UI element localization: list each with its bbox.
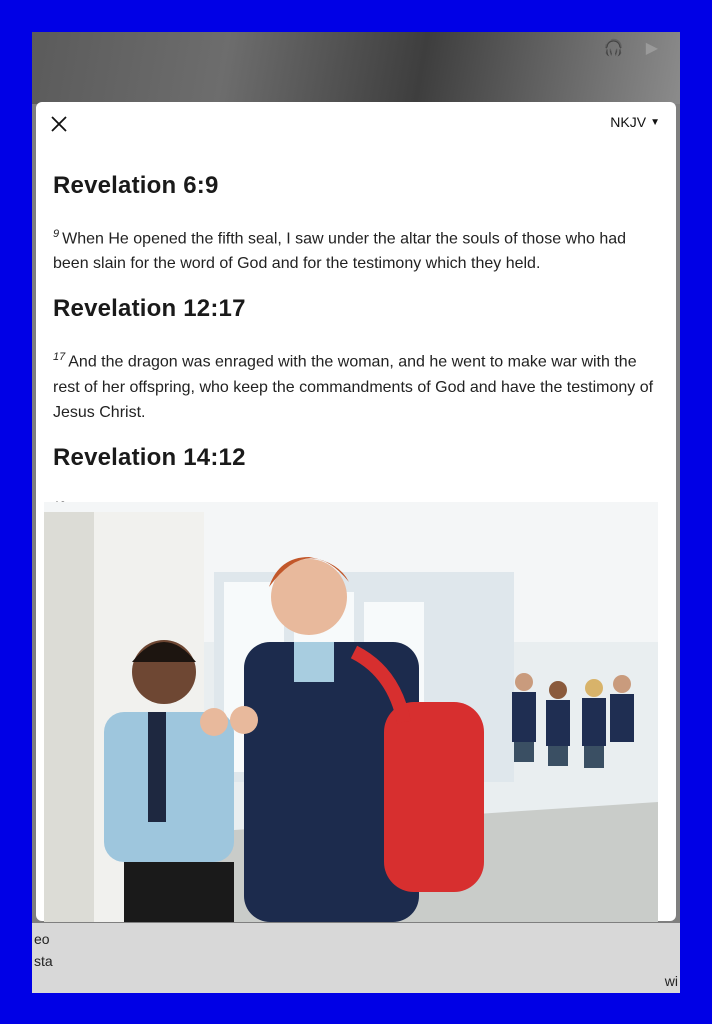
app-screen [32,32,680,993]
caret-down-icon: ▼ [650,116,660,128]
close-button[interactable] [50,114,70,134]
illustration-photo [44,502,658,922]
school-hallway-photo [44,502,658,922]
passage-reference: Revelation 12:17 [53,295,246,323]
version-label: NKJV [610,114,647,130]
close-icon [50,115,68,133]
background-text-fragment: wi [664,973,678,989]
verse-text [53,345,659,424]
modal-header [36,102,676,162]
background-text-fragment: eo [34,931,50,947]
headphones-icon[interactable]: 🎧 [603,40,624,57]
passage [53,172,659,276]
verse-body: And the dragon was enraged with the woman, and he went to make war with the rest of her offspring, who keep the commandments of God and have the testimony of Jesus Christ. [53,353,654,421]
passage-reference: Revelation 14:12 [53,443,246,471]
verse-number: 17 [53,351,66,364]
background-header [32,32,680,104]
verse-number: 9 [53,228,60,240]
version-selector[interactable] [610,114,660,130]
background-text-fragment: sta [34,953,53,969]
verse-body: When He opened the fifth seal, I saw under the altar the souls of those who had been slain for the word of God and for the testimony which they held. [53,230,627,273]
video-icon[interactable]: ▶ [645,40,658,57]
passages-list [36,162,676,548]
background-footer [32,923,680,993]
passage [53,295,659,424]
verse-text [53,222,659,276]
passage-reference: Revelation 6:9 [53,172,219,199]
